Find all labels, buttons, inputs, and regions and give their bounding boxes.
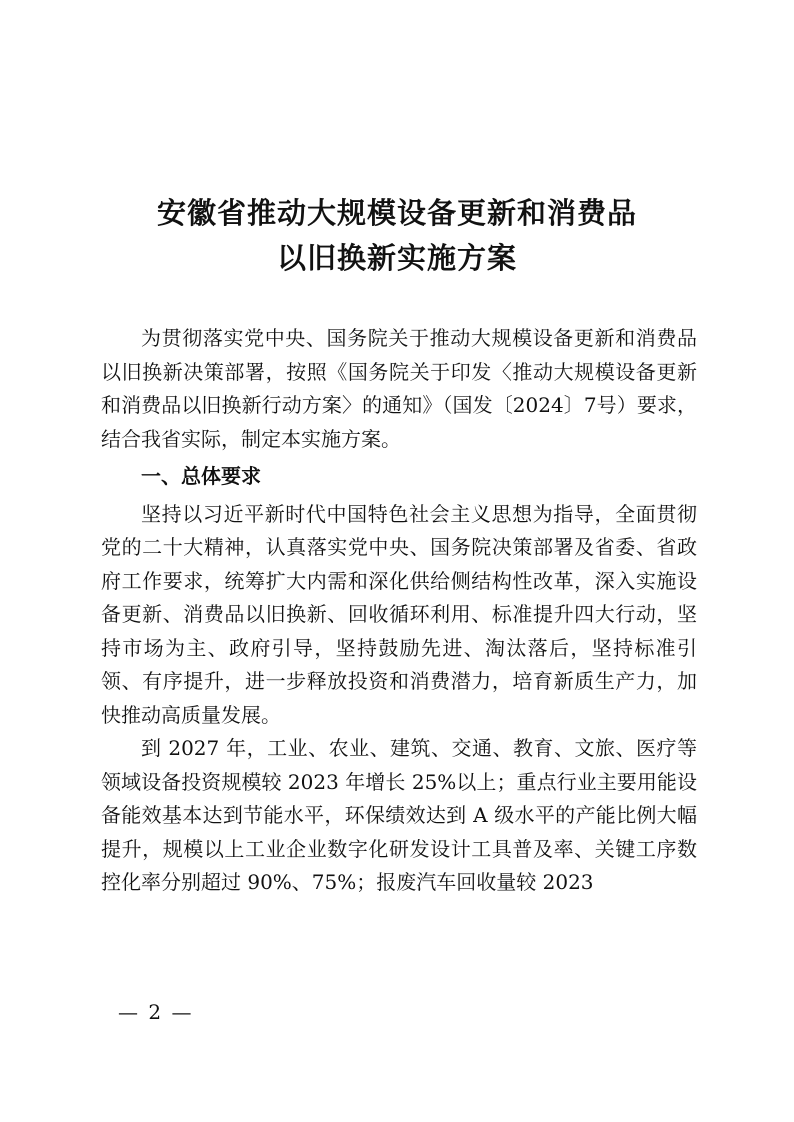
- section-heading-general-requirements: 一、总体要求: [141, 464, 261, 488]
- document-title-line-2: 以旧换新实施方案: [276, 241, 517, 275]
- guiding-principles-paragraph: 坚持以习近平新时代中国特色社会主义思想为指导，全面贯彻党的二十大精神，认真落实党中央、国务院决策部署及省委、省政府工作要求，统筹扩大内需和深化供给侧结构性改革，深入实施设备更新、消费品以旧换新、回收循环利用、标准提升四大行动，坚持市场为主、政府引导，坚持鼓励先进、淘汰落后，坚持标准引领、有序提升，进一步释放投资和消费潜力，培育新质生产力，加快推动高质量发展。: [101, 501, 697, 727]
- targets-paragraph: 到 2027 年，工业、农业、建筑、交通、教育、文旅、医疗等领域设备投资规模较 2023 年增长 25%以上；重点行业主要用能设备能效基本达到节能水平，环保绩效达到 A 级水平的产能比例大幅提升，规模以上工业企业数字化研发设计工具普及率、关键工序数控化率分别超过 90%、75%；报废汽车回收量较 2023: [101, 736, 697, 894]
- page-number: — 2 —: [118, 1000, 194, 1024]
- document-body: [101, 322, 697, 900]
- document-title-line-1: 安徽省推动大规模设备更新和消费品: [156, 196, 637, 230]
- intro-paragraph: 为贯彻落实党中央、国务院关于推动大规模设备更新和消费品以旧换新决策部署，按照《国务院关于印发〈推动大规模设备更新和消费品以旧换新行动方案〉的通知》（国发〔2024〕7号）要求，结合我省实际，制定本实施方案。: [101, 326, 697, 451]
